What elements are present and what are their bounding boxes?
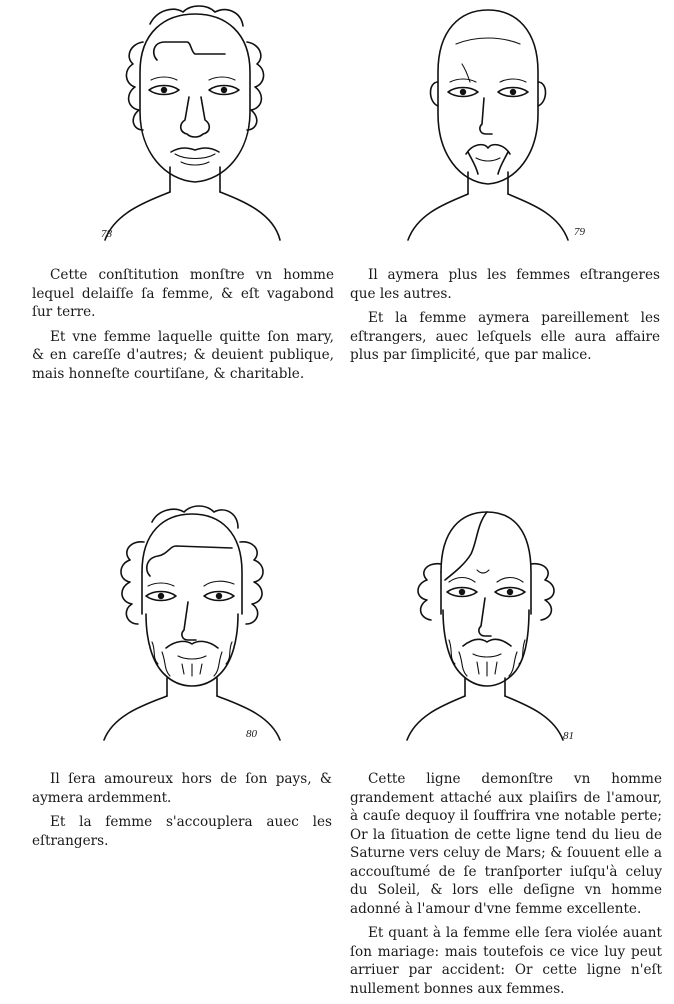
plate-number-78: 78	[101, 228, 112, 240]
figure-81	[385, 502, 585, 742]
text-78-man: Cette conſtitution monſtre vn homme lequel delaiſſe ſa femme, & eſt vagabond ſur terre.	[32, 267, 334, 320]
face-illustration-78	[95, 2, 295, 242]
text-block-80	[32, 770, 332, 856]
text-block-78	[32, 266, 334, 389]
text-80-woman: Et la femme s'accouplera auec les eſtrangers.	[32, 814, 332, 849]
figure-79	[388, 2, 588, 242]
plate-number-80: 80	[246, 728, 257, 740]
text-81-man: Cette ligne demonſtre vn homme grandement attaché aux plaiſirs de l'amour, à cauſe dequoy il ſouffrira vne notable perte; Or la ſituation de cette ligne tend du lieu de Saturne vers celuy de Mars; & ſouuent elle a accouſtumé de ſe tranſporter iuſqu'à celuy du Soleil, & lors elle deſigne vn homme adonné à l'amour d'vne femme excellente.	[350, 771, 662, 917]
text-block-79	[350, 266, 660, 371]
figure-80	[92, 502, 292, 742]
face-illustration-79	[388, 2, 588, 242]
text-80-man: Il ſera amoureux hors de ſon pays, & aymera ardemment.	[32, 771, 332, 806]
text-81-woman: Et quant à la femme elle ſera violée auant ſon mariage: mais toutefois ce vice luy peut arriuer par accident: Or cette ligne n'eſt nullement bonnes aux femmes.	[350, 925, 662, 997]
plate-number-79: 79	[574, 226, 585, 238]
face-illustration-80	[92, 502, 292, 742]
text-79-woman: Et la femme aymera pareillement les eſtrangers, auec leſquels elle aura affaire plus par ſimplicité, que par malice.	[350, 310, 660, 363]
figure-78	[95, 2, 295, 242]
face-illustration-81	[385, 502, 585, 742]
plate-number-81: 81	[563, 730, 574, 742]
text-79-man: Il aymera plus les femmes eſtrangeres que les autres.	[350, 267, 660, 302]
text-block-81	[350, 770, 662, 1004]
text-78-woman: Et vne femme laquelle quitte ſon mary, & en careſſe d'autres; & deuient publique, mais honneſte courtiſane, & charitable.	[32, 328, 334, 382]
